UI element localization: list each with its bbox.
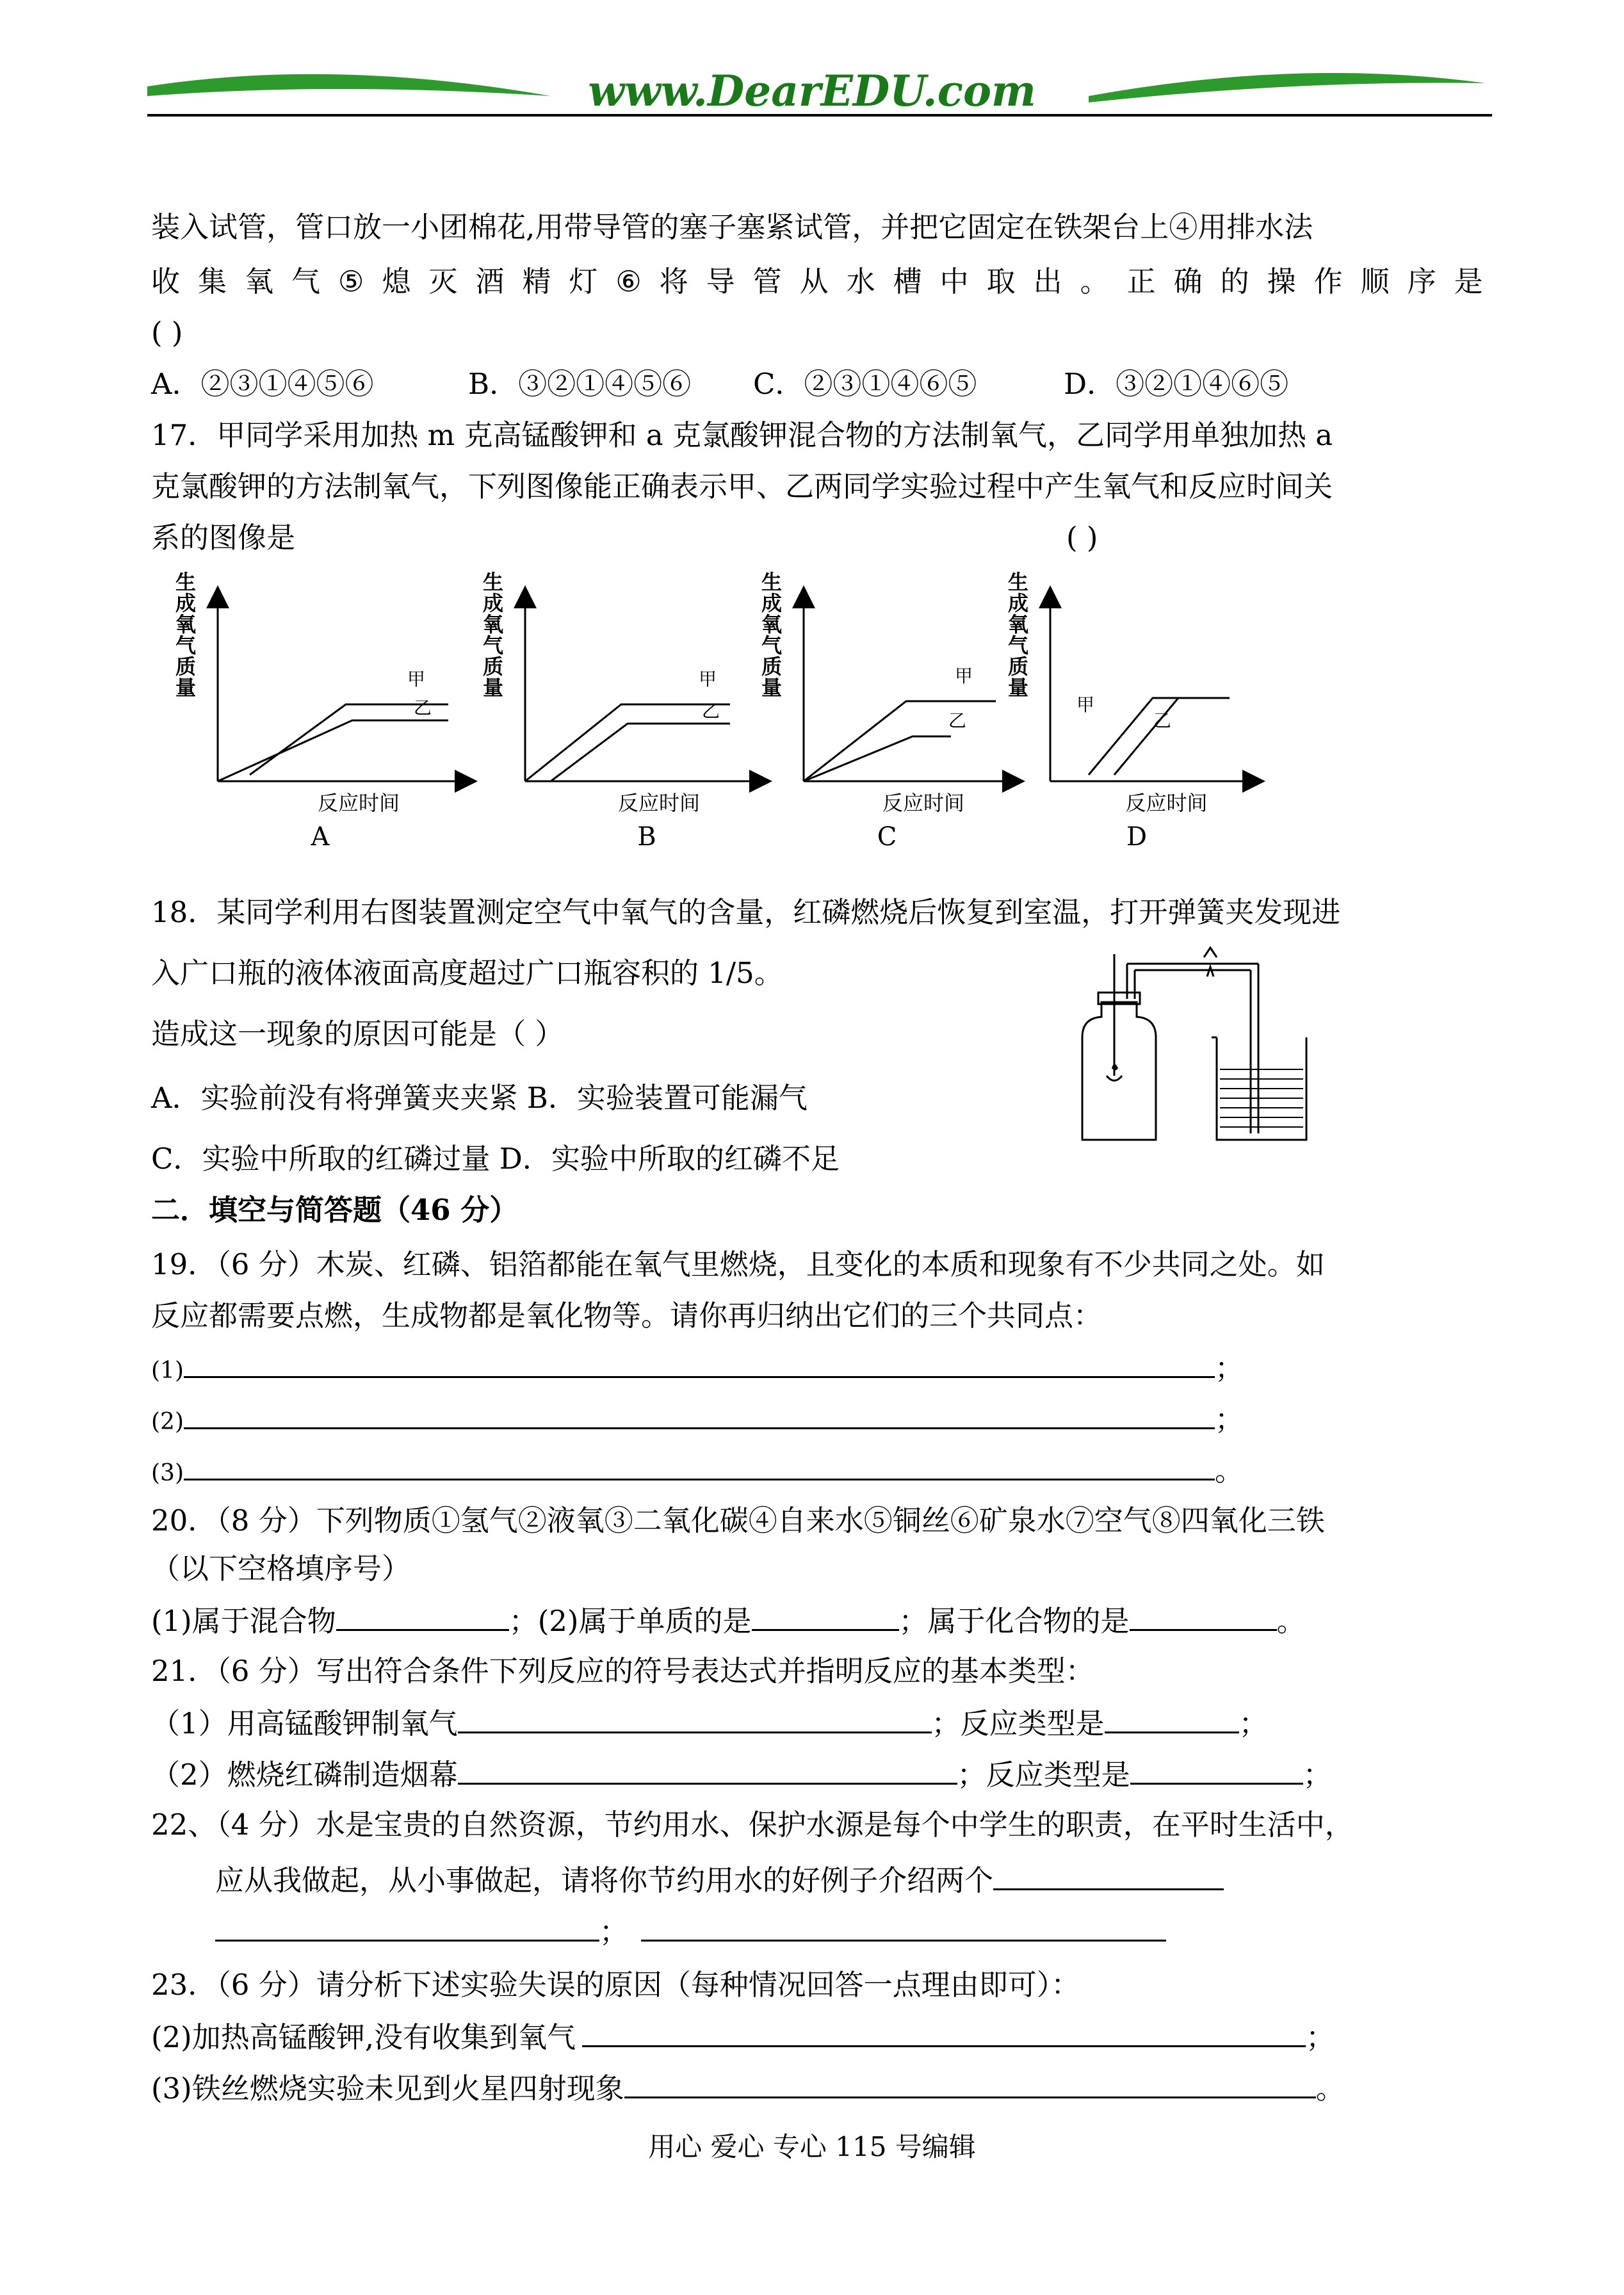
q19-blank1[interactable] bbox=[184, 1348, 1215, 1378]
q20-blank-compound[interactable] bbox=[1130, 1601, 1277, 1631]
graph-a bbox=[175, 570, 474, 852]
graph-letter: C bbox=[877, 822, 897, 852]
q19-blank3[interactable] bbox=[184, 1450, 1215, 1480]
series-label-yi: 乙 bbox=[1153, 710, 1172, 731]
q16-paren: ( ) bbox=[151, 316, 183, 350]
series-label-jia: 甲 bbox=[1076, 694, 1095, 715]
y-label-char: 量 bbox=[175, 676, 197, 700]
y-label-char: 生 bbox=[761, 570, 783, 594]
y-label-char: 量 bbox=[1007, 676, 1029, 700]
q20-answers: (1)属于混合物 ；(2)属于单质的是 ；属于化合物的是 。 bbox=[151, 1601, 1306, 1641]
header-swoosh bbox=[0, 51, 1624, 134]
q17-line3: 系的图像是 bbox=[151, 521, 296, 555]
y-label-char: 质 bbox=[1007, 654, 1029, 679]
q21-line1: 21．（6 分）写出符合条件下列反应的符号表达式并指明反应的基本类型： bbox=[151, 1654, 1094, 1688]
y-label-char: 气 bbox=[482, 633, 504, 658]
q21-blank1-equation[interactable] bbox=[458, 1703, 932, 1733]
q23-line1: 23．（6 分）请分析下述实验失误的原因（每种情况回答一点理由即可）： bbox=[151, 1968, 1080, 2002]
q17-paren: ( ) bbox=[1066, 521, 1098, 555]
graph-letter: A bbox=[311, 822, 330, 852]
q16-option-a: A．②③①④⑤⑥ bbox=[151, 367, 374, 401]
series-label-yi: 乙 bbox=[701, 701, 720, 722]
q18-option-ab: A．实验前没有将弹簧夹夹紧 B．实验装置可能漏气 bbox=[151, 1081, 808, 1115]
q18-line3: 造成这一现象的原因可能是（ ） bbox=[151, 1017, 564, 1051]
q22-line1: 22、（4 分）水是宝贵的自然资源，节约用水、保护水源是每个中学生的职责，在平时生活中， bbox=[151, 1808, 1354, 1842]
y-label-char: 量 bbox=[482, 676, 504, 700]
y-label-char: 氧 bbox=[175, 612, 197, 637]
y-label-char: 生 bbox=[1007, 570, 1029, 594]
x-label: 反应时间 bbox=[317, 791, 400, 815]
graph-c bbox=[761, 570, 1021, 852]
q23-blank3[interactable] bbox=[624, 2068, 1316, 2098]
series-line-yi bbox=[804, 736, 951, 781]
q19-item3-num: (3) bbox=[151, 1460, 184, 1486]
series-label-jia: 甲 bbox=[954, 665, 973, 686]
y-label-char: 质 bbox=[482, 654, 504, 679]
q19-blank2[interactable] bbox=[184, 1399, 1215, 1429]
q23-item3: (3)铁丝燃烧实验未见到火星四射现象 。 bbox=[151, 2068, 1345, 2108]
y-label-char: 生 bbox=[482, 570, 504, 594]
q22-blank1[interactable] bbox=[993, 1860, 1224, 1890]
q18-option-cd: C．实验中所取的红磷过量 D．实验中所取的红磷不足 bbox=[151, 1142, 840, 1176]
q21-item2: （2）燃烧红磷制造烟幕 ；反应类型是 ； bbox=[151, 1755, 1332, 1794]
q21-item1: （1）用高锰酸钾制氧气 ；反应类型是 ； bbox=[151, 1703, 1268, 1743]
header-banner bbox=[0, 51, 1624, 134]
section2-title: 二．填空与简答题（46 分） bbox=[151, 1193, 519, 1227]
q21-blank1-type[interactable] bbox=[1105, 1703, 1239, 1733]
q19-item2-num: (2) bbox=[151, 1409, 184, 1435]
q16-line1: 装入试管，管口放一小团棉花,用带导管的塞子塞紧试管，并把它固定在铁架台上④用排水法 bbox=[151, 210, 1313, 244]
q23-blank2[interactable] bbox=[582, 2017, 1306, 2047]
q19-item2: (2) ； bbox=[151, 1399, 1244, 1441]
series-line-yi bbox=[1114, 698, 1230, 775]
series-label-yi: 乙 bbox=[413, 697, 432, 718]
series-line-jia bbox=[525, 704, 730, 781]
q20-line2: （以下空格填序号） bbox=[151, 1552, 411, 1585]
q16-option-d: D．③②①④⑥⑤ bbox=[1064, 367, 1289, 401]
q20-blank-mixture[interactable] bbox=[336, 1601, 509, 1631]
header-site: www.DearEDU.com bbox=[588, 66, 1036, 116]
y-label-char: 气 bbox=[1007, 633, 1029, 658]
q17-line1: 17．甲同学采用加热 m 克高锰酸钾和 a 克氯酸钾混合物的方法制氧气，乙同学用单独加热 a bbox=[151, 418, 1333, 452]
y-label-char: 气 bbox=[761, 633, 783, 658]
y-label-char: 气 bbox=[175, 633, 197, 658]
y-label-char: 氧 bbox=[482, 612, 504, 637]
q17-graphs bbox=[0, 564, 1624, 864]
graph-letter: D bbox=[1126, 822, 1148, 852]
q19-line1: 19．（6 分）木炭、红磷、铝箔都能在氧气里燃烧，且变化的本质和现象有不少共同之处。如 bbox=[151, 1247, 1325, 1281]
graph-d bbox=[1008, 570, 1262, 852]
q23-item2: (2)加热高锰酸钾,没有收集到氧气 ； bbox=[151, 2017, 1335, 2057]
footer: 用心 爱心 专心 115 号编辑 bbox=[648, 2131, 976, 2162]
x-label: 反应时间 bbox=[882, 791, 965, 815]
x-label: 反应时间 bbox=[1125, 791, 1208, 815]
spring-clamp bbox=[1204, 948, 1217, 977]
q22-blank3[interactable] bbox=[641, 1911, 1166, 1942]
q18-line1: 18．某同学利用右图装置测定空气中氧气的含量，红磷燃烧后恢复到室温，打开弹簧夹发现进 bbox=[151, 895, 1341, 929]
y-label-char: 氧 bbox=[1007, 612, 1029, 637]
y-label-char: 成 bbox=[175, 591, 197, 615]
q22-blank2[interactable] bbox=[215, 1911, 599, 1942]
y-label-char: 成 bbox=[1007, 591, 1029, 615]
q18-line2: 入广口瓶的液体液面高度超过广口瓶容积的 1/5。 bbox=[151, 956, 783, 990]
q20-line1: 20．（8 分）下列物质①氢气②液氧③二氧化碳④自来水⑤铜丝⑥矿泉水⑦空气⑧四氧化三铁 bbox=[151, 1504, 1325, 1537]
y-label-char: 成 bbox=[761, 591, 783, 615]
x-label: 反应时间 bbox=[617, 791, 701, 815]
y-label-char: 质 bbox=[761, 654, 783, 679]
series-label-yi: 乙 bbox=[948, 710, 967, 731]
q19-item1-num: (1) bbox=[151, 1358, 184, 1384]
q22-line3: ； bbox=[215, 1911, 1166, 1951]
graph-letter: B bbox=[637, 822, 656, 852]
y-label-char: 质 bbox=[175, 654, 197, 679]
q21-blank2-type[interactable] bbox=[1130, 1755, 1303, 1785]
q16-option-c: C．②③①④⑥⑤ bbox=[753, 367, 977, 401]
y-label-char: 生 bbox=[175, 570, 197, 594]
q19-item1: (1) ； bbox=[151, 1348, 1244, 1390]
series-line-yi bbox=[551, 724, 730, 781]
q19-item3: (3) 。 bbox=[151, 1450, 1244, 1493]
y-label-char: 氧 bbox=[761, 612, 783, 637]
q18-apparatus bbox=[1063, 941, 1332, 1153]
q16-line2: 收 集 氧 气 ⑤ 熄 灭 酒 精 灯 ⑥ 将 导 管 从 水 槽 中 取 出 。 正 确 的 操 作 顺 序 是 bbox=[151, 264, 1483, 298]
y-label-char: 成 bbox=[482, 591, 504, 615]
series-label-jia: 甲 bbox=[407, 669, 426, 690]
q20-blank-element[interactable] bbox=[752, 1601, 899, 1631]
q16-option-b: B．③②①④⑤⑥ bbox=[468, 367, 692, 401]
q22-line2: 应从我做起，从小事做起，请将你节约用水的好例子介绍两个 bbox=[215, 1860, 1224, 1900]
y-label-char: 量 bbox=[761, 676, 783, 700]
graph-b bbox=[483, 570, 768, 852]
bottle bbox=[1082, 1002, 1156, 1140]
series-line-jia bbox=[1089, 698, 1230, 775]
q19-line2: 反应都需要点燃，生成物都是氧化物等。请你再归纳出它们的三个共同点： bbox=[151, 1299, 1103, 1333]
series-label-jia: 甲 bbox=[698, 669, 717, 690]
q17-line2: 克氯酸钾的方法制氧气，下列图像能正确表示甲、乙两同学实验过程中产生氧气和反应时间关 bbox=[151, 469, 1333, 503]
q21-blank2-equation[interactable] bbox=[458, 1755, 957, 1785]
